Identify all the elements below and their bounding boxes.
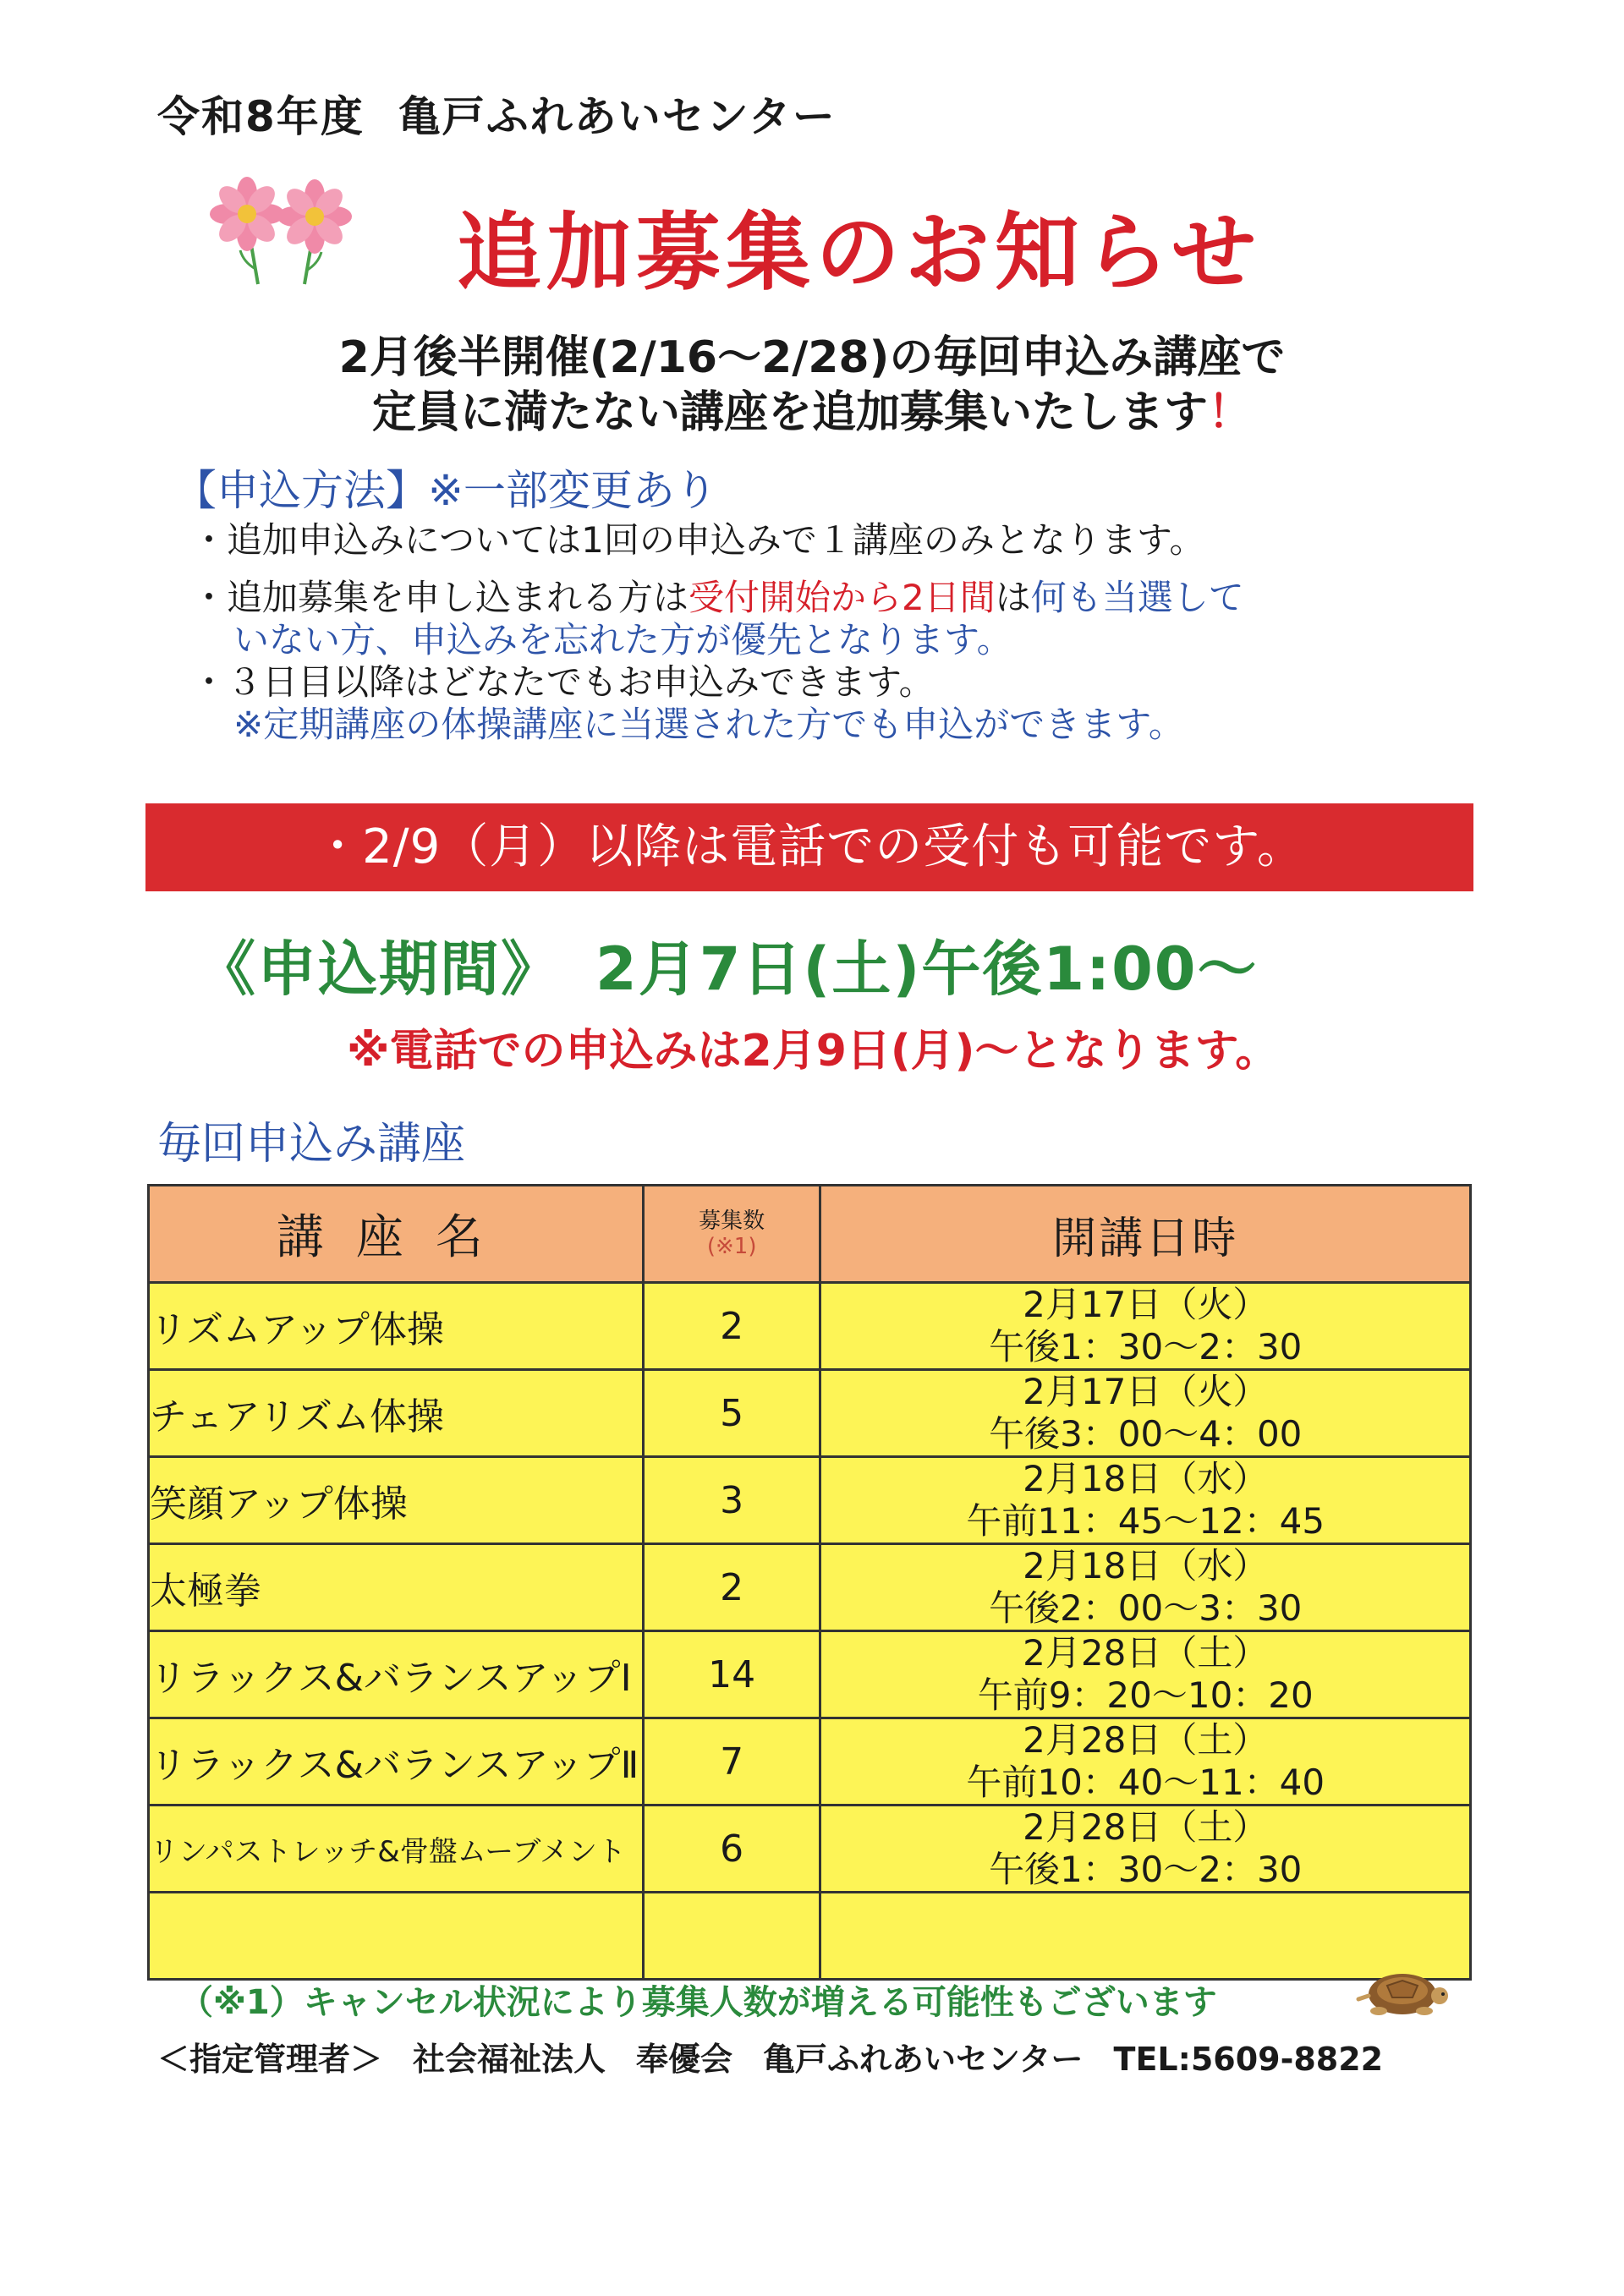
cosmos-flower-icon — [195, 176, 355, 286]
header-line — [157, 83, 837, 144]
course-count: 3 — [643, 1457, 820, 1544]
course-datetime — [820, 1457, 1471, 1544]
header-count-note: (※1) — [706, 1234, 757, 1259]
course-name: 太極拳 — [149, 1544, 644, 1631]
course-datetime — [820, 1631, 1471, 1718]
bullet-2-part-a: ・追加募集を申し込まれる方は — [191, 577, 689, 618]
application-period — [196, 922, 1259, 1007]
header-count — [643, 1186, 820, 1283]
table-row — [149, 1718, 1471, 1806]
header-course-name: 講座名 — [149, 1186, 644, 1283]
table-row — [149, 1806, 1471, 1893]
course-name: リンパストレッチ&骨盤ムーブメント — [149, 1806, 644, 1893]
course-datetime — [820, 1283, 1471, 1370]
course-date: 2月28日（土） — [1023, 1719, 1269, 1761]
footer-center: 亀戸ふれあいセンター — [763, 2041, 1084, 2078]
bullet-2-part-c: は — [995, 577, 1031, 618]
course-date: 2月28日（土） — [1023, 1806, 1269, 1848]
table-header-row — [149, 1186, 1471, 1283]
manager-label: ＜指定管理者＞ — [157, 2041, 383, 2078]
bullet-2-highlight-red: 受付開始から2日間 — [689, 577, 996, 618]
manager-line — [157, 2033, 1413, 2080]
course-datetime — [820, 1718, 1471, 1806]
course-count: 6 — [643, 1806, 820, 1893]
period-value: 2月7日(土)午後1:00～ — [595, 934, 1259, 1004]
phone-note: ※電話での申込みは2月9日(月)～となります。 — [347, 1026, 1280, 1077]
org-name: 奉優会 — [636, 2041, 733, 2078]
course-time: 午前11：45～12：45 — [966, 1500, 1325, 1542]
method-bullet-3: ・３日目以降はどなたでもお申込みできます。 — [191, 661, 935, 703]
course-time: 午前9：20～10：20 — [977, 1674, 1314, 1716]
course-date: 2月18日（水） — [1023, 1458, 1269, 1499]
course-name: チェアリズム体操 — [149, 1370, 644, 1457]
method-bullet-2 — [191, 575, 1244, 621]
period-label: 《申込期間》 — [196, 934, 562, 1004]
table-row — [149, 1370, 1471, 1457]
course-time: 午後3：00～4：00 — [989, 1413, 1303, 1455]
course-name — [149, 1893, 644, 1980]
table-row-empty — [149, 1893, 1471, 1980]
org-type: 社会福祉法人 — [413, 2041, 606, 2078]
intro-line-2 — [0, 376, 1624, 440]
footnote: （※1）キャンセル状況により募集人数が増える可能性もございます — [179, 1983, 1217, 2022]
table-row — [149, 1457, 1471, 1544]
course-count — [643, 1893, 820, 1980]
course-count: 5 — [643, 1370, 820, 1457]
table-row — [149, 1631, 1471, 1718]
method-bullet-2-continued: いない方、申込みを忘れた方が優先となります。 — [233, 619, 1012, 660]
center-name: 亀戸ふれあいセンター — [398, 92, 837, 141]
method-bullet-3-note: ※定期講座の体操講座に当選された方でも申込ができます。 — [233, 704, 1184, 745]
table-row — [149, 1544, 1471, 1631]
course-time: 午後2：00～3：30 — [989, 1587, 1303, 1629]
course-date: 2月28日（土） — [1023, 1632, 1269, 1674]
course-datetime — [820, 1370, 1471, 1457]
course-count: 14 — [643, 1631, 820, 1718]
course-date: 2月17日（火） — [1023, 1371, 1269, 1412]
intro-line-2-text: 定員に満たない講座を追加募集いたします — [371, 387, 1208, 438]
method-heading: 【申込方法】※一部変更あり — [174, 466, 717, 515]
course-count: 2 — [643, 1544, 820, 1631]
course-name: リズムアップ体操 — [149, 1283, 644, 1370]
header-date: 開講日時 — [820, 1186, 1471, 1283]
header-count-label: 募集数 — [699, 1208, 765, 1234]
course-date: 2月18日（水） — [1023, 1545, 1269, 1586]
table-row — [149, 1283, 1471, 1370]
fiscal-year: 令和8年度 — [157, 92, 365, 141]
course-table — [147, 1184, 1472, 1981]
course-count: 2 — [643, 1283, 820, 1370]
course-time: 午後1：30～2：30 — [989, 1326, 1303, 1367]
course-time: 午後1：30～2：30 — [989, 1849, 1303, 1890]
course-time: 午前10：40～11：40 — [966, 1762, 1325, 1803]
turtle-icon — [1353, 1960, 1451, 2019]
method-bullet-1: ・追加申込みについては1回の申込みで１講座のみとなります。 — [191, 519, 1205, 561]
phone-banner: ・2/9（月）以降は電話での受付も可能です。 — [145, 803, 1473, 891]
course-name: リラックス&バランスアップⅡ — [149, 1718, 644, 1806]
tel: TEL:5609-8822 — [1113, 2041, 1384, 2078]
exclamation-mark: ！ — [1208, 387, 1253, 438]
course-date: 2月17日（火） — [1023, 1284, 1269, 1325]
course-name: 笑顔アップ体操 — [149, 1457, 644, 1544]
course-count: 7 — [643, 1718, 820, 1806]
page-title: 追加募集のお知らせ — [457, 203, 1261, 302]
intro-line-1: 2月後半開催(2/16～2/28)の毎回申込み講座で — [338, 332, 1286, 383]
course-datetime — [820, 1806, 1471, 1893]
course-datetime — [820, 1544, 1471, 1631]
bullet-2-highlight-blue: 何も当選して — [1030, 577, 1244, 618]
section-title: 毎回申込み講座 — [157, 1119, 466, 1170]
course-name: リラックス&バランスアップⅠ — [149, 1631, 644, 1718]
